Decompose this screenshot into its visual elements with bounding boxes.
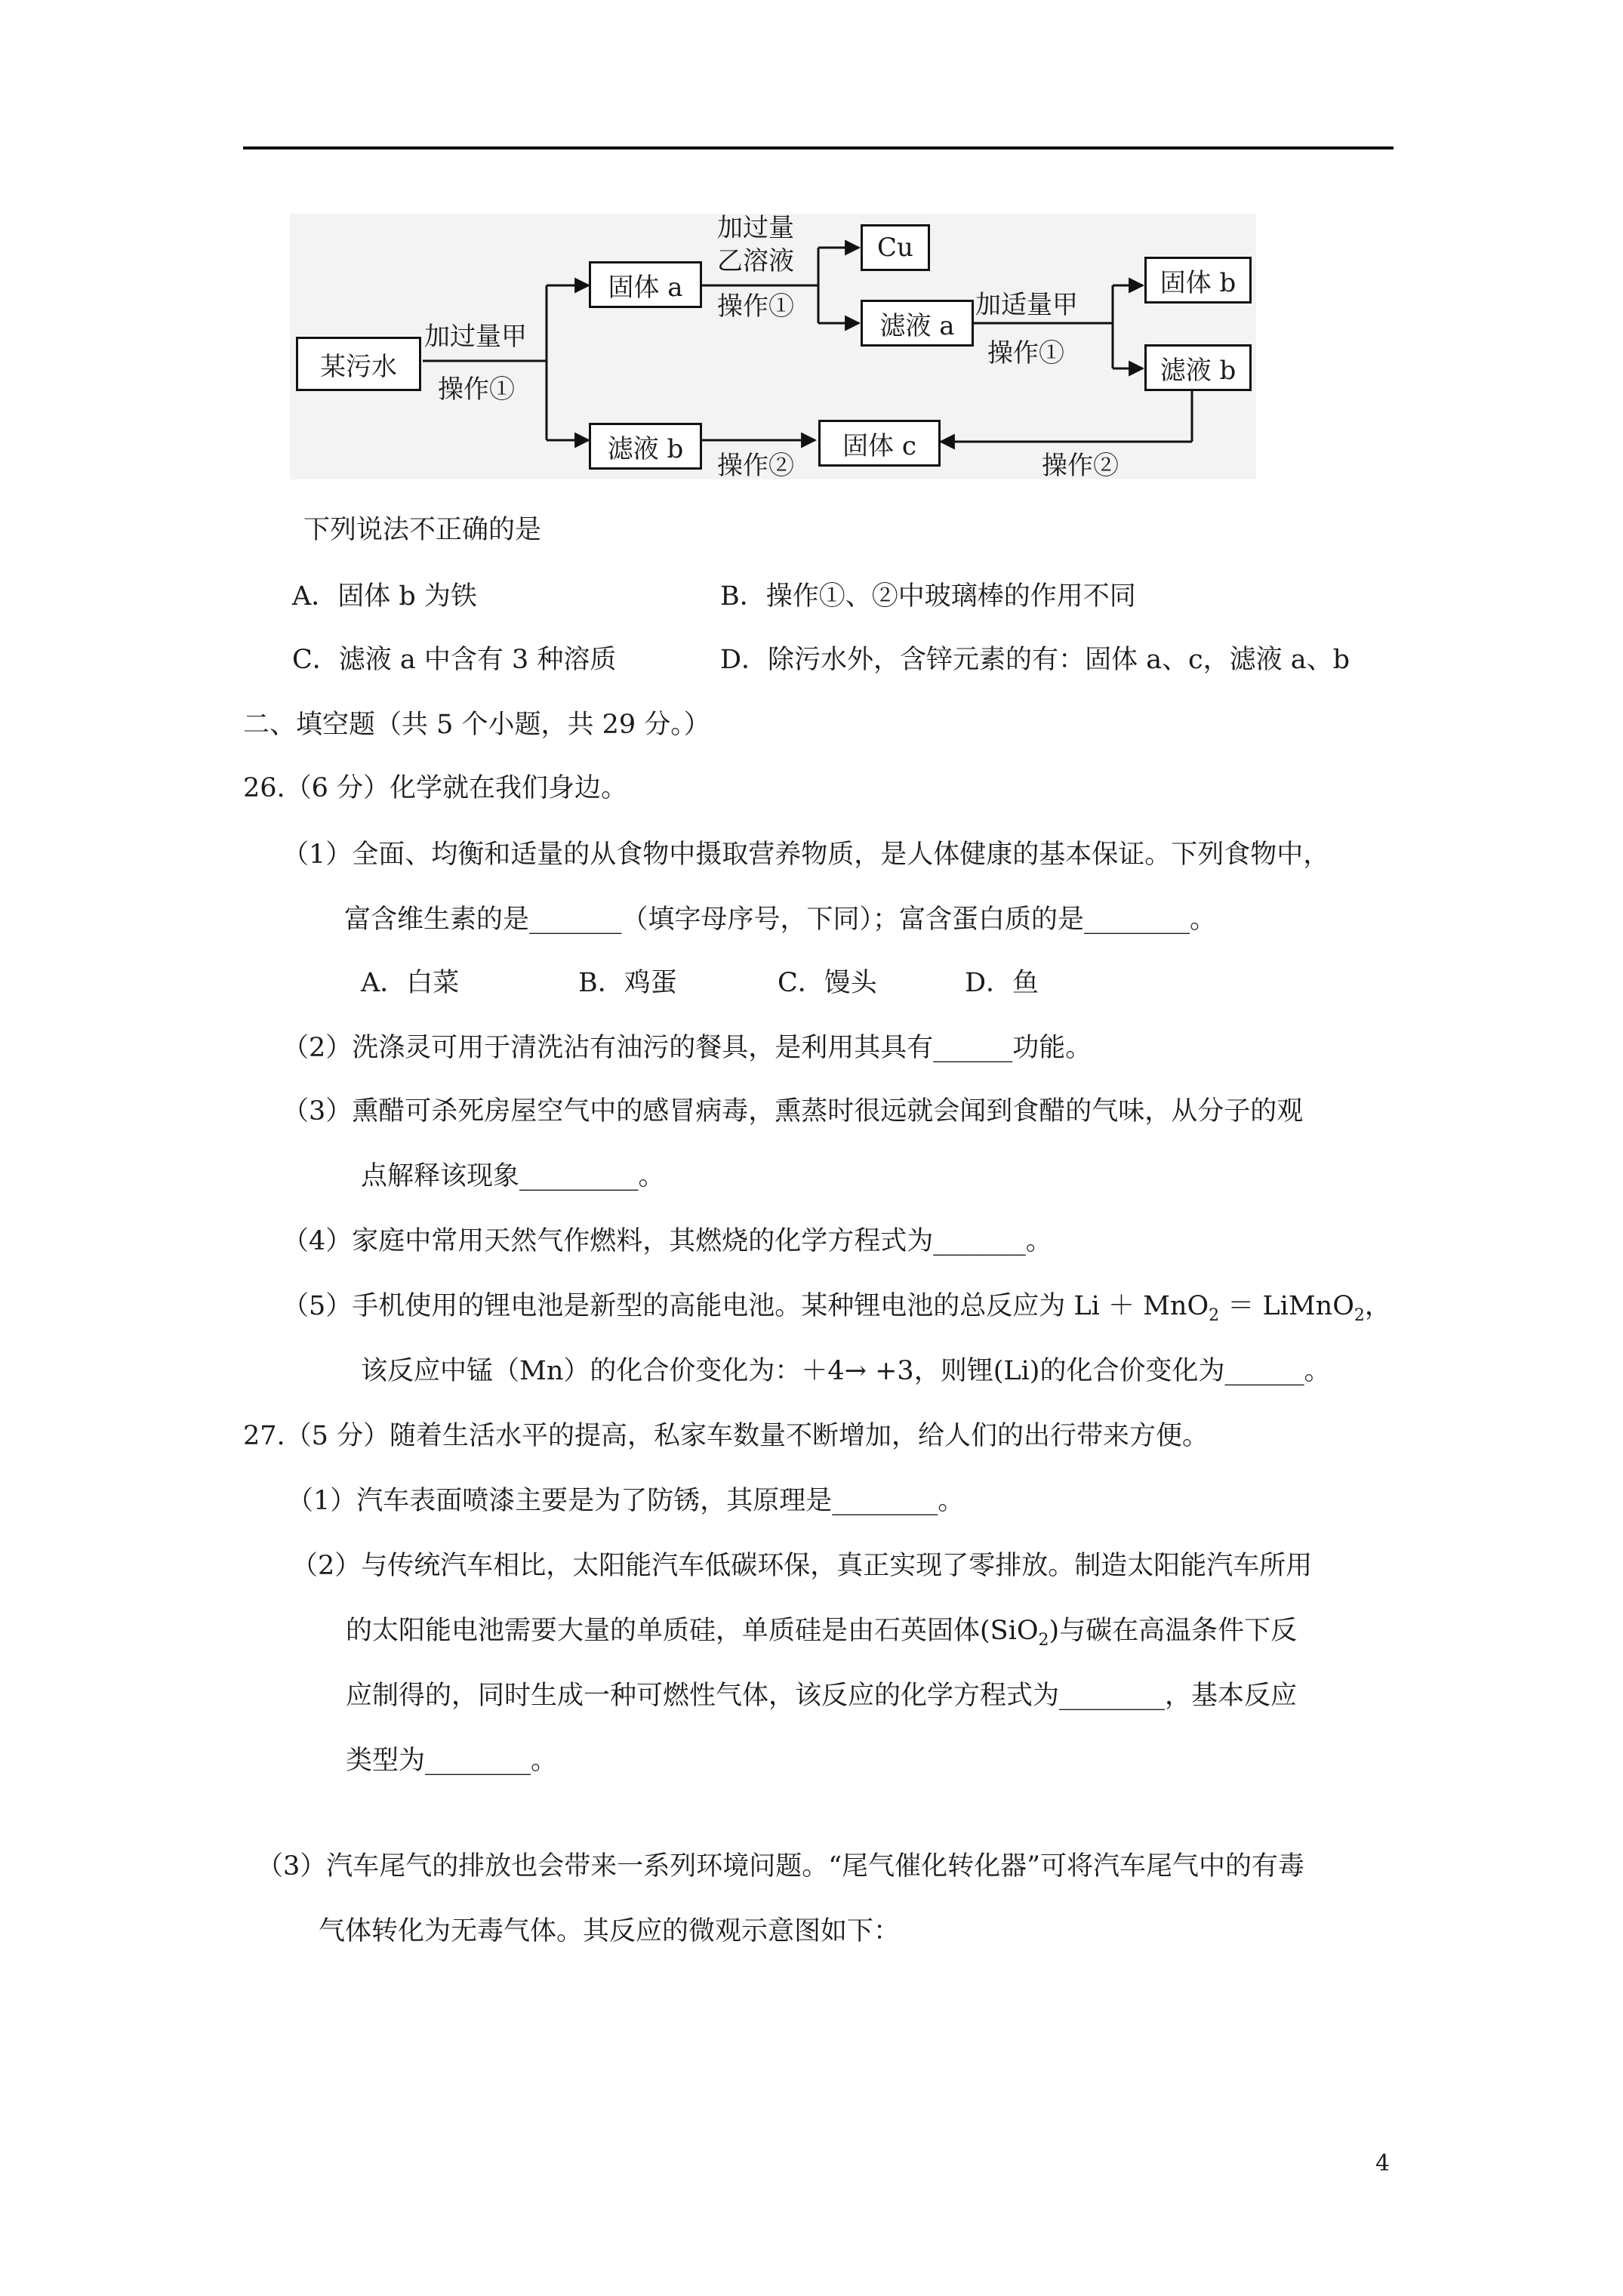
label-op1-upper: 操作① [717, 291, 794, 322]
q26-p1-line1: （1）全面、均衡和适量的从食物中摄取营养物质，是人体健康的基本保证。下列食物中， [282, 840, 1330, 870]
q26-p5-line2: 该反应中锰（Mn）的化合价变化为：＋4→ +3，则锂(Li)的化合价变化为______。 [361, 1356, 1331, 1386]
q26-p5-sub-2: 2 [1354, 1306, 1365, 1325]
label-op1-main: 操作① [438, 374, 515, 405]
header-rule [243, 146, 1394, 149]
q26-opt-c: C．馒头 [778, 968, 877, 998]
q26-p5-sub-1: 2 [1209, 1306, 1220, 1325]
q25-option-b: B．操作①、②中玻璃棒的作用不同 [720, 581, 1136, 612]
q26-opt-a: A．白菜 [361, 968, 460, 998]
label-add-excess-yi-1: 加过量 [717, 213, 794, 243]
label-op1-right: 操作① [987, 338, 1064, 368]
q26-opt-d: D．鱼 [965, 968, 1039, 998]
box-guti-b: 固体 b [1144, 257, 1252, 304]
q26-p5-text-b: ＝ LiMnO [1219, 1291, 1354, 1321]
q27-p2-line4: 类型为________。 [346, 1746, 558, 1776]
box-lvye-b-right: 滤液 b [1144, 344, 1252, 391]
q27-p2-line3: 应制得的，同时生成一种可燃性气体，该反应的化学方程式为________，基本反应 [346, 1681, 1298, 1711]
q26-p4: （4）家庭中常用天然气作燃料，其燃烧的化学方程式为_______。 [282, 1226, 1052, 1256]
q27-p2-sub: 2 [1038, 1631, 1049, 1650]
section-title: 二、填空题（共 5 个小题，共 29 分。） [243, 710, 710, 740]
q25-option-a: A．固体 b 为铁 [292, 581, 477, 612]
box-lvye-a: 滤液 a [861, 300, 974, 347]
q27-p2-line2 [346, 1614, 1297, 1657]
q25-option-d: D．除污水外，含锌元素的有：固体 a、c，滤液 a、b [720, 645, 1350, 675]
q27-p1: （1）汽车表面喷漆主要是为了防锈，其原理是________。 [287, 1486, 965, 1516]
q26-p2: （2）洗涤灵可用于清洗沾有油污的餐具，是利用其具有______功能。 [282, 1033, 1092, 1063]
label-add-excess-jia: 加过量甲 [424, 322, 527, 352]
q26-opt-b: B．鸡蛋 [578, 968, 677, 998]
q27-p2-text-b: )与碳在高温条件下反 [1049, 1616, 1298, 1646]
page-number: 4 [1375, 2150, 1390, 2177]
q26-p5-text-c: ， [1364, 1291, 1391, 1321]
q26-p5-line1 [282, 1290, 1391, 1333]
box-guti-c: 固体 c [818, 420, 941, 467]
q27-p3-line2: 气体转化为无毒气体。其反应的微观示意图如下： [319, 1916, 901, 1946]
q26-head: 26.（6 分）化学就在我们身边。 [243, 773, 628, 803]
label-op2-right: 操作② [1042, 451, 1119, 481]
q26-p5-text-a: （5）手机使用的锂电池是新型的高能电池。某种锂电池的总反应为 Li ＋ MnO [282, 1291, 1209, 1321]
label-add-excess-yi-2: 乙溶液 [717, 246, 794, 276]
q26-p1-line2: 富含维生素的是_______（填字母序号，下同）；富含蛋白质的是________。 [344, 905, 1217, 935]
box-cu: Cu [861, 224, 930, 271]
label-add-proper-jia: 加适量甲 [975, 290, 1078, 320]
q27-head: 27.（5 分）随着生活水平的提高，私家车数量不断增加，给人们的出行带来方便。 [243, 1421, 1209, 1451]
box-wushui: 某污水 [296, 337, 421, 391]
q27-p2-text-a: 的太阳能电池需要大量的单质硅，单质硅是由石英固体(SiO [346, 1616, 1039, 1646]
box-lvye-b-left: 滤液 b [589, 423, 702, 470]
q25-prompt: 下列说法不正确的是 [303, 515, 542, 545]
q25-option-c: C．滤液 a 中含有 3 种溶质 [292, 645, 617, 675]
q27-p2-line1: （2）与传统汽车相比，太阳能汽车低碳环保，真正实现了零排放。制造太阳能汽车所用 [291, 1551, 1313, 1581]
q27-p3-line1: （3）汽车尾气的排放也会带来一系列环境问题。“尾气催化转化器”可将汽车尾气中的有毒 [257, 1851, 1305, 1881]
q26-p3-line2: 点解释该现象_________。 [361, 1161, 665, 1191]
label-op2-left: 操作② [717, 451, 794, 481]
q26-p3-line1: （3）熏醋可杀死房屋空气中的感冒病毒，熏蒸时很远就会闻到食醋的气味，从分子的观 [282, 1096, 1304, 1126]
box-guti-a: 固体 a [589, 261, 702, 308]
